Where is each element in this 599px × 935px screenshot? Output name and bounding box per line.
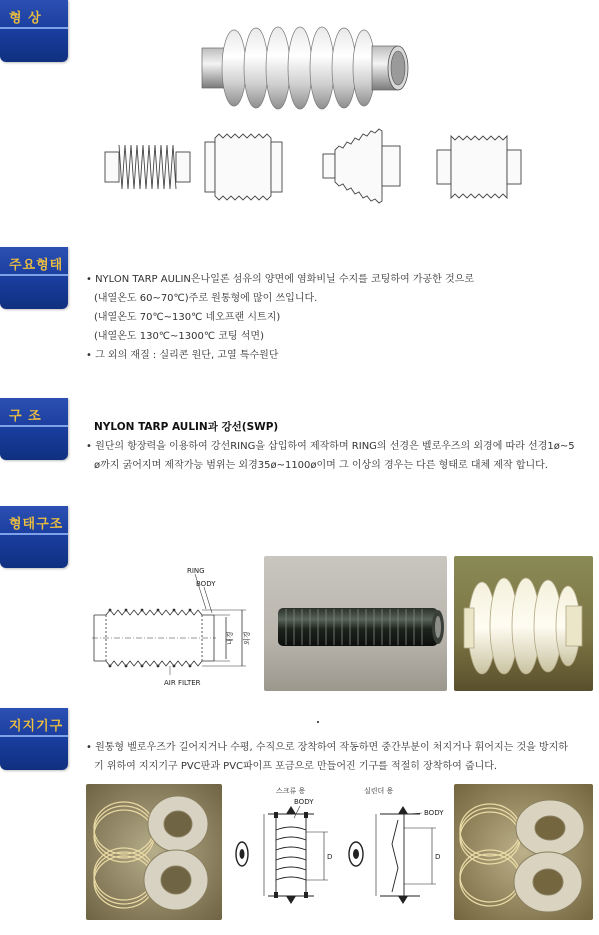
dot-mark bbox=[317, 721, 319, 723]
ring-label: RING bbox=[187, 567, 205, 575]
support-rings-left-image bbox=[86, 784, 222, 920]
photo-support-rings-left bbox=[86, 784, 222, 920]
tab-divider bbox=[0, 735, 68, 737]
photo-black-bellows bbox=[264, 556, 447, 691]
photo-white-bellows bbox=[454, 556, 593, 691]
photo-support-rings-right bbox=[454, 784, 593, 920]
white-bellows-image bbox=[454, 556, 593, 691]
bellows-shape-small-1 bbox=[104, 140, 192, 194]
structure-heading: NYLON TARP AULIN과 강선(SWP) bbox=[94, 421, 279, 433]
bellows-shape-small-2 bbox=[204, 132, 284, 202]
structure-line-1: • 원단의 항장력을 이용하여 강선RING을 삽입하여 제작하며 RING의 선경은 벨로우즈의 외경에 따라 선경1ø~5 bbox=[86, 441, 575, 452]
cylinder-body-label: BODY bbox=[424, 809, 444, 817]
screw-support-diagram bbox=[228, 784, 344, 916]
main-type-line-4: (내열온도 130℃~1300℃ 코팅 석면) bbox=[94, 331, 264, 342]
tab-divider bbox=[0, 274, 68, 276]
main-type-line-2: (내열온도 60~70℃)주로 원통형에 많이 쓰입니다. bbox=[94, 293, 318, 304]
bellows-structure-diagram bbox=[92, 565, 260, 690]
tab-divider bbox=[0, 425, 68, 427]
air-filter-label: AIR FILTER bbox=[164, 679, 201, 687]
support-rings-right-image bbox=[454, 784, 593, 920]
cylinder-support-diagram bbox=[340, 784, 456, 916]
support-line-1: • 원통형 벨로우즈가 길어지거나 수평, 수직으로 장착하여 작동하면 중간부분이 처지거나 휘어지는 것을 방지하 bbox=[86, 742, 568, 753]
bellows-shape-large bbox=[200, 20, 412, 118]
screw-body-label: BODY bbox=[294, 798, 314, 806]
main-type-line-1: • NYLON TARP AULIN은나일론 섬유의 양면에 염화비닐 수지를 코팅하여 가공한 것으로 bbox=[86, 274, 474, 285]
structure-description bbox=[86, 418, 575, 475]
section-tab-main-type bbox=[0, 247, 68, 309]
section-title-form-structure: 형태구조 bbox=[9, 517, 64, 532]
black-bellows-image bbox=[264, 556, 447, 691]
cylinder-type-title: 실린더 용 bbox=[364, 787, 394, 795]
support-line-2: 기 위하여 지지기구 PVC판과 PVC파이프 포금으로 만들어진 기구를 적절히 장착하여 줍니다. bbox=[94, 761, 498, 772]
section-tab-support bbox=[0, 708, 68, 770]
tab-divider bbox=[0, 533, 68, 535]
inner-diameter-label: 내경 bbox=[226, 631, 234, 645]
screw-dimension-label: D bbox=[327, 853, 333, 861]
section-title-main-type: 주요형태 bbox=[9, 258, 64, 273]
section-title-support: 지지기구 bbox=[9, 719, 64, 734]
section-tab-form-structure bbox=[0, 506, 68, 568]
screw-type-title: 스크류 용 bbox=[276, 787, 306, 795]
main-type-description bbox=[86, 270, 474, 365]
main-type-line-3: (내열온도 70℃~130℃ 네오프랜 시트지) bbox=[94, 312, 281, 323]
section-title-shape: 형 상 bbox=[9, 11, 42, 26]
section-tab-shape bbox=[0, 0, 68, 62]
section-title-structure: 구 조 bbox=[9, 409, 42, 424]
outer-diameter-label: 외경 bbox=[243, 631, 251, 645]
bellows-shape-small-3 bbox=[436, 132, 522, 202]
bellows-shape-tapered bbox=[322, 128, 402, 204]
small-ring-part bbox=[236, 842, 248, 866]
cylinder-dimension-label: D bbox=[435, 853, 441, 861]
body-label: BODY bbox=[196, 580, 216, 588]
main-type-line-5: • 그 외의 재질 : 실리콘 원단, 고열 특수원단 bbox=[86, 350, 279, 361]
small-disc-part bbox=[349, 842, 363, 866]
tab-divider bbox=[0, 27, 68, 29]
section-tab-structure bbox=[0, 398, 68, 460]
structure-line-2: ø까지 굵어지며 제작가능 범위는 외경35ø~1100ø이며 그 이상의 경우는 다른 형태로 대체 제작 합니다. bbox=[94, 460, 548, 471]
support-description bbox=[86, 738, 568, 776]
